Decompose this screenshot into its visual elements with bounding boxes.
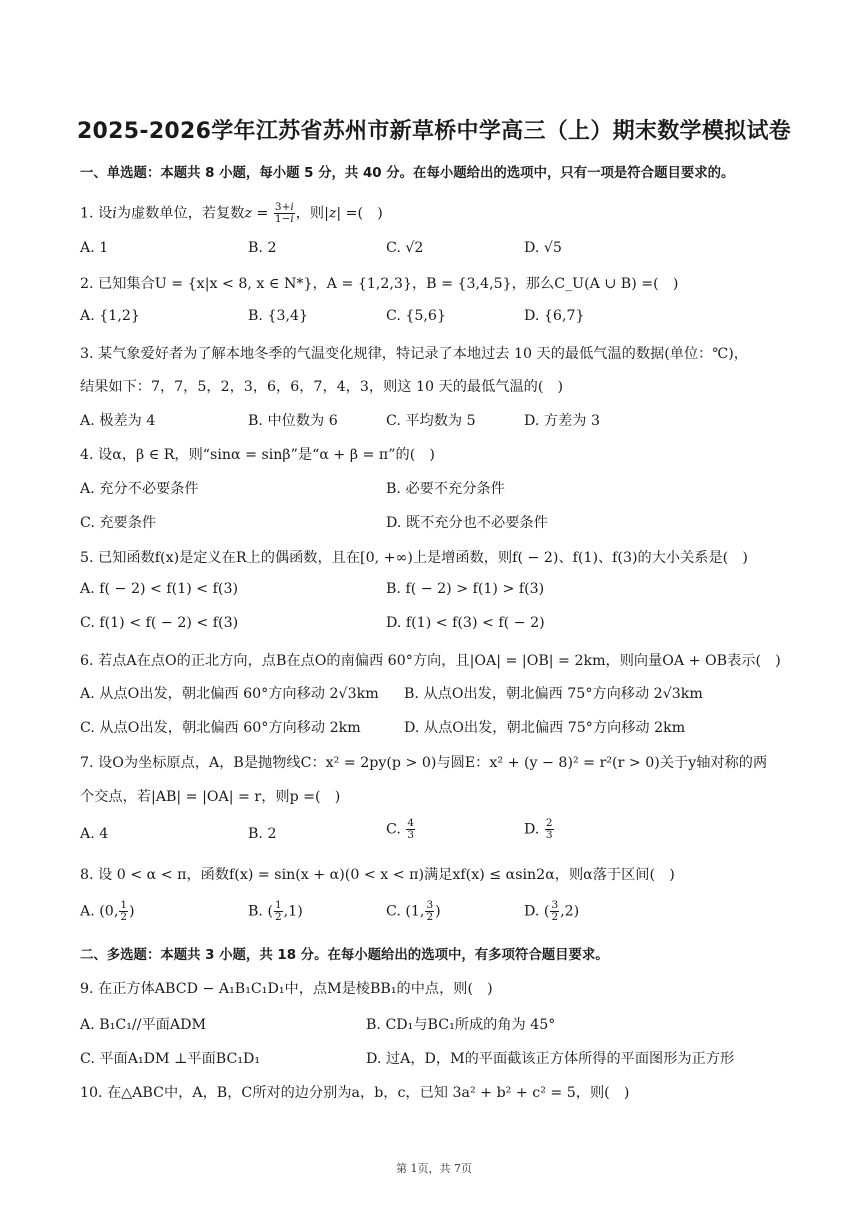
question-3-stem-line-2: 结果如下：7，7，5，2，3，6，6，7，4，3，则这 10 天的最低气温的( ): [80, 379, 564, 395]
question-7-stem-line-2: 个交点，若|AB| = |OA| = r，则p =( ): [80, 789, 341, 805]
question-6-option-c: C. 从点O出发，朝北偏西 60°方向移动 2km: [80, 720, 361, 736]
question-2-option-d: D. {6,7}: [524, 308, 585, 324]
question-4-option-c: C. 充要条件: [80, 515, 157, 531]
question-7-option-d: D. $\frac{2}{3}$: [524, 817, 553, 841]
question-3-option-b: B. 中位数为 6: [248, 413, 338, 429]
question-8-option-d: D. ( $\frac{3}{2}$ ,2): [524, 899, 580, 923]
question-2-option-b: B. {3,4}: [248, 308, 309, 324]
question-9-option-a: A. B₁C₁//平面ADM: [80, 1017, 207, 1033]
question-6-option-a: A. 从点O出发，朝北偏西 60°方向移动 2√3km: [80, 686, 379, 702]
question-3-option-d: D. 方差为 3: [524, 413, 600, 429]
question-9-option-b: B. CD₁与BC₁所成的角为 45°: [366, 1017, 556, 1033]
question-3-stem-line-1: 3. 某气象爱好者为了解本地冬季的气温变化规律，特记录了本地过去 10 天的最低气温的数据(单位：℃)，: [80, 346, 748, 362]
question-9-option-d: D. 过A，D，M的平面截该正方体所得的平面图形为正方形: [366, 1051, 735, 1067]
section-single-choice-header: 一、单选题：本题共 8 小题，每小题 5 分，共 40 分。在每小题给出的选项中，只有一项是符合题目要求的。: [80, 166, 735, 181]
question-3-option-c: C. 平均数为 5: [386, 413, 476, 429]
question-4-option-a: A. 充分不必要条件: [80, 481, 199, 497]
question-1-option-b: B. 2: [248, 240, 277, 256]
question-4-option-b: B. 必要不充分条件: [386, 481, 505, 497]
question-6-option-d: D. 从点O出发，朝北偏西 75°方向移动 2km: [404, 720, 686, 736]
question-9-option-c: C. 平面A₁DM ⊥平面BC₁D₁: [80, 1051, 261, 1067]
question-8-stem: 8. 设 0 < α < π，函数f(x) = sin(x + α)(0 < x < π)满足xf(x) ≤ αsin2α，则α落于区间( ): [80, 867, 675, 883]
question-5-option-c: C. f(1) < f( − 2) < f(3): [80, 615, 239, 631]
question-4-stem: 4. 设α，β ∈ R，则“sinα = sinβ”是“α + β = π”的( ): [80, 447, 435, 463]
section-multi-choice-header: 二、多选题：本题共 3 小题，共 18 分。在每小题给出的选项中，有多项符合题目要求。: [80, 948, 609, 963]
question-8-option-c: C. (1, $\frac{3}{2}$ ): [386, 899, 441, 923]
question-6-option-b: B. 从点O出发，朝北偏西 75°方向移动 2√3km: [404, 686, 703, 702]
question-5-option-d: D. f(1) < f(3) < f( − 2): [386, 615, 545, 631]
question-4-option-d: D. 既不充分也不必要条件: [386, 515, 548, 531]
question-5-option-b: B. f( − 2) > f(1) > f(3): [386, 581, 545, 597]
exam-title: 2025-2026学年江苏省苏州市新草桥中学高三（上）期末数学模拟试卷: [76, 119, 792, 144]
question-2-option-a: A. {1,2}: [80, 308, 140, 324]
question-7-option-a: A. 4: [80, 826, 109, 842]
question-3-option-a: A. 极差为 4: [80, 413, 156, 429]
question-7-option-b: B. 2: [248, 826, 277, 842]
question-7-stem-line-1: 7. 设O为坐标原点，A，B是抛物线C：x² = 2py(p > 0)与圆E：x² + (y − 8)² = r²(r > 0)关于y轴对称的两: [80, 755, 768, 771]
question-8-option-b: B. ( $\frac{1}{2}$ ,1): [248, 899, 303, 923]
question-10-stem: 10. 在△ABC中，A，B，C所对的边分别为a，b，c，已知 3a² + b² + c² = 5，则( ): [80, 1085, 630, 1101]
question-5-option-a: A. f( − 2) < f(1) < f(3): [80, 581, 239, 597]
question-6-stem: 6. 若点A在点O的正北方向，点B在点O的南偏西 60°方向，且|OA| = |OB| = 2km，则向量OA + OB表示( ): [80, 653, 781, 669]
question-1-option-d: D. √5: [524, 240, 562, 256]
question-2-stem: 2. 已知集合U = {x|x < 8, x ∈ N*}，A = {1,2,3}，B = {3,4,5}，那么C_U(A ∪ B) =( ): [80, 276, 679, 292]
question-1-stem: 1. 设i为虚数单位，若复数z = $\frac{3+i}{1-i}$ ，则|z| =( ): [80, 201, 383, 225]
question-8-option-a: A. (0, $\frac{1}{2}$ ): [80, 899, 135, 923]
question-1-option-c: C. √2: [386, 240, 424, 256]
question-5-stem: 5. 已知函数f(x)是定义在R上的偶函数，且在[0, +∞)上是增函数，则f( − 2)、f(1)、f(3)的大小关系是( ): [80, 550, 748, 566]
question-1-option-a: A. 1: [80, 240, 109, 256]
page-footer: 第 1页，共 7页: [396, 1162, 472, 1175]
question-9-stem: 9. 在正方体ABCD − A₁B₁C₁D₁中，点M是棱BB₁的中点，则( ): [80, 981, 493, 997]
question-2-option-c: C. {5,6}: [386, 308, 446, 324]
question-7-option-c: C. $\frac{4}{3}$: [386, 817, 415, 841]
